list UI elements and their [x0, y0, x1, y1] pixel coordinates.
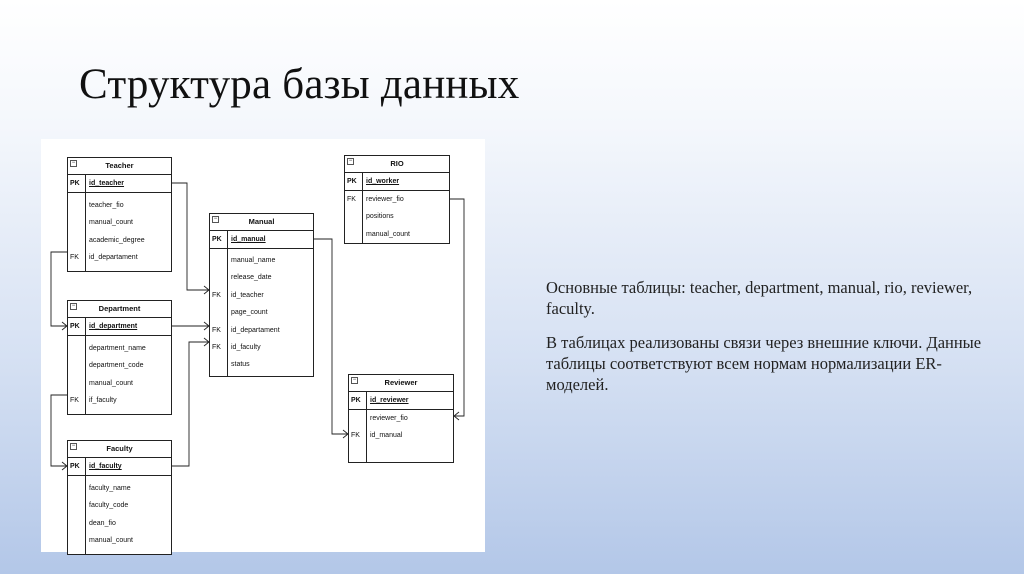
- description-paragraph-relations: В таблицах реализованы связи через внешние ключи. Данные таблицы соответствуют всем нормам нормализации ER-моделей.: [546, 333, 982, 394]
- key-marker: FK: [70, 397, 79, 405]
- key-marker: [212, 252, 227, 269]
- reviewer-table: [348, 374, 454, 463]
- primary-key-field: id_manual: [231, 236, 266, 243]
- key-marker: [70, 232, 85, 249]
- table-field: manual_count: [89, 219, 133, 227]
- collapse-icon[interactable]: −: [213, 216, 218, 222]
- table-name: Reviewer: [384, 378, 418, 387]
- table-field: teacher_fio: [89, 202, 124, 209]
- link-department-teacher: [51, 252, 67, 326]
- er-diagram: [41, 139, 485, 552]
- rio-table: [344, 155, 450, 244]
- table-field: reviewer_fio: [366, 196, 404, 203]
- key-marker: [212, 269, 227, 286]
- key-marker: [70, 340, 85, 357]
- collapse-icon[interactable]: −: [71, 160, 76, 166]
- collapse-icon[interactable]: −: [71, 303, 76, 309]
- faculty-table: [67, 440, 172, 555]
- table-field: department_code: [89, 362, 144, 370]
- key-marker: FK: [70, 254, 79, 262]
- primary-key-field: id_teacher: [89, 180, 125, 187]
- table-field: positions: [366, 213, 394, 221]
- table-field: [370, 445, 453, 462]
- link-teacher-manual: [172, 183, 209, 290]
- key-marker: FK: [212, 291, 221, 299]
- table-name: Faculty: [106, 444, 133, 453]
- key-marker: [347, 208, 362, 225]
- key-marker: [351, 445, 366, 462]
- table-field: manual_count: [366, 230, 410, 238]
- key-marker: [351, 410, 366, 427]
- pk-label: PK: [210, 231, 228, 248]
- table-field: release_date: [231, 274, 272, 282]
- description-paragraph-tables: Основные таблицы: teacher, department, manual, rio, reviewer, faculty.: [546, 278, 973, 318]
- slide-title: Структура базы данных: [79, 61, 520, 108]
- key-marker: [70, 214, 85, 231]
- table-name: Manual: [248, 217, 275, 226]
- pk-label: PK: [349, 392, 367, 409]
- table-field: manual_count: [89, 379, 133, 387]
- key-marker: [70, 197, 85, 214]
- primary-key-field: id_worker: [366, 178, 400, 185]
- key-marker: [212, 356, 227, 373]
- key-marker: [70, 497, 85, 514]
- key-marker: [70, 532, 85, 549]
- table-field: faculty_name: [89, 485, 131, 492]
- table-name: Department: [98, 304, 141, 313]
- table-field: manual_name: [231, 257, 276, 264]
- key-marker: [70, 357, 85, 374]
- primary-key-field: id_reviewer: [370, 397, 409, 404]
- table-field: status: [231, 361, 250, 369]
- pk-label: PK: [68, 175, 86, 192]
- table-field: id_departament: [231, 326, 280, 334]
- key-marker: [347, 226, 362, 243]
- key-marker: FK: [212, 343, 221, 351]
- key-marker: [70, 480, 85, 497]
- key-marker: [70, 375, 85, 392]
- key-marker: FK: [347, 196, 356, 203]
- collapse-icon[interactable]: −: [71, 443, 76, 449]
- table-field: manual_count: [89, 537, 133, 545]
- description-text: [546, 277, 996, 408]
- pk-label: PK: [68, 458, 86, 475]
- department-table: [67, 300, 172, 415]
- manual-table: [209, 213, 314, 377]
- table-name: RIO: [390, 159, 404, 168]
- table-field: id_departament: [89, 254, 138, 262]
- table-field: page_count: [231, 309, 268, 317]
- table-field: id_faculty: [231, 343, 261, 351]
- link-manual-reviewer: [314, 239, 348, 434]
- key-marker: FK: [351, 432, 360, 440]
- teacher-table: [67, 157, 172, 272]
- table-field: id_teacher: [231, 291, 264, 299]
- key-marker: [212, 304, 227, 321]
- key-marker: [70, 515, 85, 532]
- table-field: dean_fio: [89, 519, 116, 527]
- table-name: Teacher: [105, 161, 134, 170]
- table-field: id_manual: [370, 432, 403, 440]
- collapse-icon[interactable]: −: [352, 377, 357, 383]
- table-field: department_name: [89, 345, 146, 352]
- table-field: faculty_code: [89, 502, 129, 510]
- primary-key-field: id_faculty: [89, 463, 122, 470]
- primary-key-field: id_department: [89, 323, 138, 330]
- table-field: academic_degree: [89, 236, 145, 244]
- link-faculty-manual: [172, 342, 209, 466]
- table-field: reviewer_fio: [370, 415, 408, 422]
- pk-label: PK: [68, 318, 86, 335]
- table-field: if_faculty: [89, 397, 117, 405]
- link-faculty-department: [51, 395, 67, 466]
- pk-label: PK: [345, 173, 363, 190]
- key-marker: FK: [212, 326, 221, 334]
- collapse-icon[interactable]: −: [348, 158, 353, 164]
